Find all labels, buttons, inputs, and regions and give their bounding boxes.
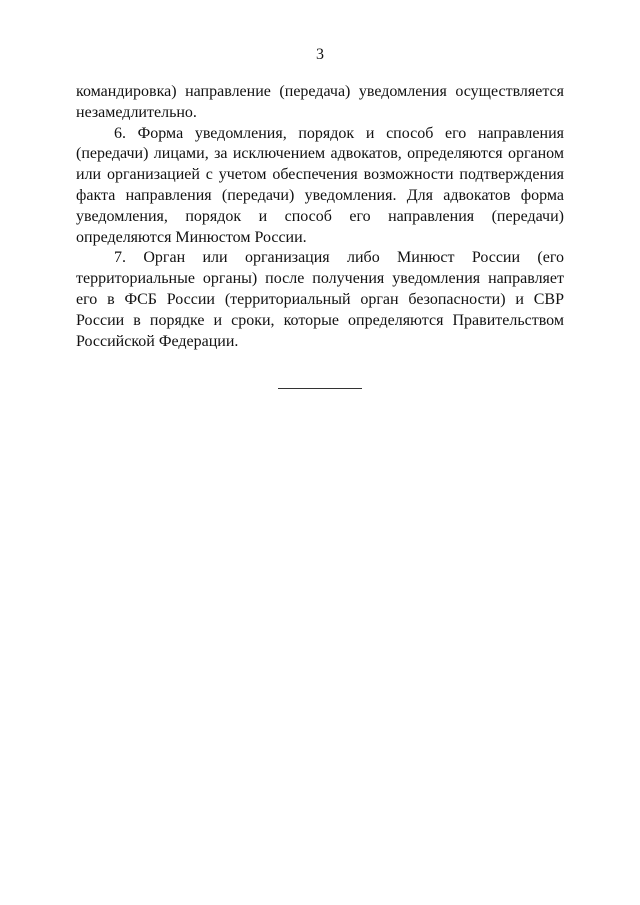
- document-body: [76, 82, 564, 352]
- paragraph-continuation: командировка) направление (передача) уведомления осуществляется незамедлительно.: [76, 83, 564, 121]
- paragraph-item-6: 6. Форма уведомления, порядок и способ его направления (передачи) лицами, за исключением адвокатов, определяются органом или организацией с учетом обеспечения возможности подтверждения факта направления (передачи) уведомления. Для адвокатов форма уведомления, порядок и способ его направления (передачи) определяются Минюстом России.: [76, 124, 564, 246]
- page-number: 3: [316, 46, 324, 63]
- paragraph-item-7: 7. Орган или организация либо Минюст России (его территориальные органы) после получения уведомления направляет его в ФСБ России (территориальный орган безопасности) и СВР России в порядке и сроки, которые определяются Правительством Российской Федерации.: [76, 249, 564, 350]
- end-of-document-rule: [278, 388, 362, 389]
